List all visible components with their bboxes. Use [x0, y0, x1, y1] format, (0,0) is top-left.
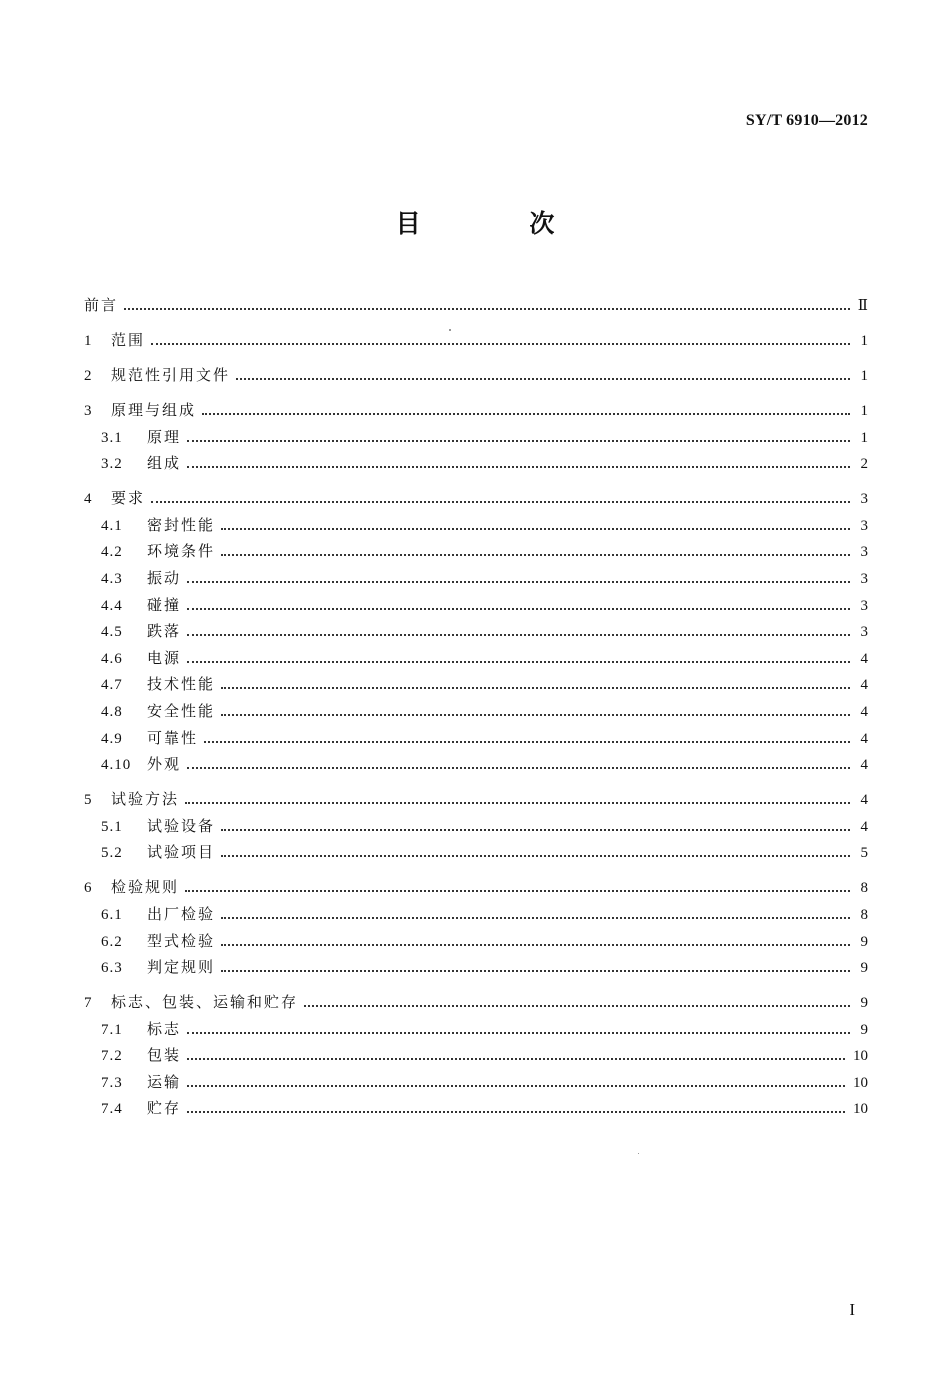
toc-entry-title: 试验项目 — [147, 843, 216, 862]
toc-entry-number: 5.2 — [101, 845, 123, 862]
toc-entry-page: 4 — [860, 677, 868, 694]
toc-entry[interactable] — [84, 874, 868, 900]
toc-entry-number: 6.1 — [101, 906, 123, 923]
toc-entry-number: 7.2 — [101, 1048, 123, 1065]
toc-entry[interactable] — [84, 327, 868, 353]
toc-entry[interactable] — [84, 565, 868, 591]
toc-entry-number: 4.3 — [101, 570, 123, 587]
toc-dot-leader — [221, 855, 850, 857]
toc-entry[interactable] — [84, 1016, 868, 1042]
toc-entry[interactable] — [84, 1069, 868, 1095]
toc-entry[interactable] — [84, 786, 868, 812]
toc-entry-title: 包装 — [147, 1046, 182, 1065]
toc-entry-number: 7.4 — [101, 1101, 123, 1118]
toc-entry-number: 7.3 — [101, 1074, 123, 1091]
toc-entry[interactable] — [84, 989, 868, 1015]
toc-entry-page: 3 — [860, 597, 868, 614]
toc-entry[interactable] — [84, 485, 868, 511]
toc-entry[interactable] — [84, 1095, 868, 1121]
toc-entry-number: 4.9 — [101, 730, 123, 747]
toc-dot-leader — [187, 634, 850, 636]
toc-dot-leader — [304, 1005, 850, 1007]
toc-entry[interactable] — [84, 292, 868, 318]
toc-entry-title: 技术性能 — [147, 675, 216, 694]
toc-entry[interactable] — [84, 512, 868, 538]
toc-entry[interactable] — [84, 645, 868, 671]
toc-entry[interactable] — [84, 450, 868, 476]
toc-entry-title: 原理 — [147, 427, 182, 446]
toc-entry[interactable] — [84, 671, 868, 697]
toc-dot-leader — [187, 1111, 845, 1113]
toc-entry-number: 4.4 — [101, 597, 123, 614]
toc-entry-number: 4.10 — [101, 757, 132, 774]
toc-entry-page: 9 — [860, 960, 868, 977]
toc-entry[interactable] — [84, 901, 868, 927]
toc-entry[interactable] — [84, 839, 868, 865]
toc-entry-title: 振动 — [147, 568, 182, 587]
toc-dot-leader — [124, 308, 850, 310]
toc-entry[interactable] — [84, 397, 868, 423]
toc-entry-page: 4 — [860, 650, 868, 667]
toc-dot-leader — [187, 1032, 850, 1034]
table-of-contents — [84, 292, 868, 1121]
toc-dot-leader — [204, 741, 850, 743]
toc-entry[interactable] — [84, 954, 868, 980]
toc-entry-page: 10 — [853, 1101, 868, 1118]
standard-code: SY/T 6910—2012 — [745, 112, 868, 129]
toc-dot-leader — [221, 554, 850, 556]
toc-dot-leader — [202, 413, 850, 415]
toc-entry-title: 标志、包装、运输和贮存 — [111, 993, 299, 1012]
toc-entry-title: 安全性能 — [147, 701, 216, 720]
toc-entry-title: 外观 — [147, 755, 182, 774]
toc-entry-title: 检验规则 — [111, 878, 180, 897]
toc-dot-leader — [187, 767, 850, 769]
toc-entry-page: 1 — [860, 333, 868, 349]
toc-entry-title: 组成 — [147, 454, 182, 473]
toc-entry-page: 2 — [860, 456, 868, 473]
toc-entry-number: 4.6 — [101, 650, 123, 667]
toc-entry-number: 4.5 — [101, 624, 123, 641]
toc-entry-page: 3 — [860, 517, 868, 534]
toc-entry-number: 3 — [84, 403, 93, 419]
toc-entry-page: 3 — [860, 624, 868, 641]
toc-entry-page: 8 — [860, 906, 868, 923]
toc-dot-leader — [236, 378, 850, 380]
toc-entry-title: 可靠性 — [147, 728, 199, 747]
toc-entry-title: 运输 — [147, 1072, 182, 1091]
toc-entry-number: 7 — [84, 995, 93, 1012]
toc-entry[interactable] — [84, 725, 868, 751]
toc-entry-title: 跌落 — [147, 622, 182, 641]
toc-entry-title: 型式检验 — [147, 931, 216, 950]
toc-entry[interactable] — [84, 698, 868, 724]
toc-entry-title: 密封性能 — [147, 515, 216, 534]
toc-dot-leader — [221, 829, 850, 831]
toc-dot-leader — [221, 528, 850, 530]
toc-dot-leader — [187, 608, 850, 610]
toc-entry-number: 5.1 — [101, 818, 123, 835]
toc-entry-number: 1 — [84, 333, 93, 349]
toc-entry-page: 1 — [860, 368, 868, 384]
toc-entry[interactable] — [84, 1042, 868, 1068]
toc-entry-title: 规范性引用文件 — [111, 366, 231, 384]
toc-dot-leader — [187, 466, 850, 468]
toc-entry-page: 4 — [860, 703, 868, 720]
toc-entry-number: 6 — [84, 880, 93, 897]
toc-entry[interactable] — [84, 928, 868, 954]
toc-dot-leader — [187, 440, 850, 442]
toc-dot-leader — [187, 661, 850, 663]
toc-entry-page: 4 — [860, 818, 868, 835]
toc-entry-number: 6.2 — [101, 933, 123, 950]
toc-entry-page: 4 — [860, 792, 868, 809]
toc-entry-page: 4 — [860, 730, 868, 747]
toc-entry-page: 3 — [860, 570, 868, 587]
toc-entry-title: 前言 — [84, 296, 119, 314]
scan-speck — [449, 329, 451, 331]
toc-dot-leader — [187, 1085, 845, 1087]
toc-entry[interactable] — [84, 424, 868, 450]
toc-entry-title: 原理与组成 — [111, 401, 197, 419]
toc-entry-number: 2 — [84, 368, 93, 384]
toc-entry-number: 4 — [84, 491, 93, 508]
toc-entry-page: 9 — [860, 995, 868, 1012]
toc-entry-title: 电源 — [147, 648, 182, 667]
toc-entry-number: 3.1 — [101, 429, 123, 446]
toc-entry[interactable] — [84, 813, 868, 839]
toc-entry-page: 9 — [860, 933, 868, 950]
toc-dot-leader — [151, 501, 850, 503]
toc-entry-title: 试验设备 — [147, 816, 216, 835]
toc-entry-page: 10 — [853, 1074, 868, 1091]
toc-entry-page: 4 — [860, 757, 868, 774]
toc-entry[interactable] — [84, 618, 868, 644]
toc-entry-page: 5 — [860, 845, 868, 862]
toc-dot-leader — [185, 802, 850, 804]
toc-entry-title: 试验方法 — [111, 790, 180, 809]
toc-entry-title: 贮存 — [147, 1099, 182, 1118]
page-title: 目 次 — [395, 209, 605, 238]
toc-entry-number: 6.3 — [101, 960, 123, 977]
toc-dot-leader — [221, 944, 850, 946]
toc-entry-number: 3.2 — [101, 456, 123, 473]
toc-entry-page: 8 — [860, 880, 868, 897]
footer-page-number: I — [849, 1300, 855, 1319]
toc-entry-title: 标志 — [147, 1019, 182, 1038]
toc-entry-title: 环境条件 — [147, 542, 216, 561]
toc-entry-number: 7.1 — [101, 1021, 123, 1038]
toc-dot-leader — [185, 890, 850, 892]
toc-dot-leader — [187, 581, 850, 583]
toc-entry[interactable] — [84, 362, 868, 388]
toc-entry[interactable] — [84, 751, 868, 777]
toc-entry-title: 出厂检验 — [147, 904, 216, 923]
toc-dot-leader — [221, 687, 850, 689]
toc-entry-page: 1 — [860, 429, 868, 446]
toc-dot-leader — [221, 917, 850, 919]
toc-dot-leader — [187, 1058, 845, 1060]
toc-dot-leader — [221, 970, 850, 972]
toc-entry-title: 判定规则 — [147, 958, 216, 977]
toc-entry-page: 9 — [860, 1021, 868, 1038]
scan-speck — [638, 1153, 639, 1154]
toc-entry-number: 4.8 — [101, 703, 123, 720]
toc-dot-leader — [151, 343, 850, 345]
toc-entry-title: 范围 — [111, 331, 146, 349]
toc-entry-page: 3 — [860, 491, 868, 508]
toc-dot-leader — [221, 714, 850, 716]
toc-entry-number: 4.1 — [101, 517, 123, 534]
toc-entry-number: 5 — [84, 792, 93, 809]
toc-entry[interactable] — [84, 538, 868, 564]
toc-entry-page: Ⅱ — [857, 298, 868, 314]
toc-entry-number: 4.7 — [101, 677, 123, 694]
toc-entry-page: 10 — [853, 1048, 868, 1065]
toc-entry-title: 要求 — [111, 489, 146, 508]
toc-entry-title: 碰撞 — [147, 595, 182, 614]
toc-entry[interactable] — [84, 592, 868, 618]
toc-entry-page: 1 — [860, 403, 868, 419]
toc-entry-number: 4.2 — [101, 544, 123, 561]
toc-entry-page: 3 — [860, 544, 868, 561]
